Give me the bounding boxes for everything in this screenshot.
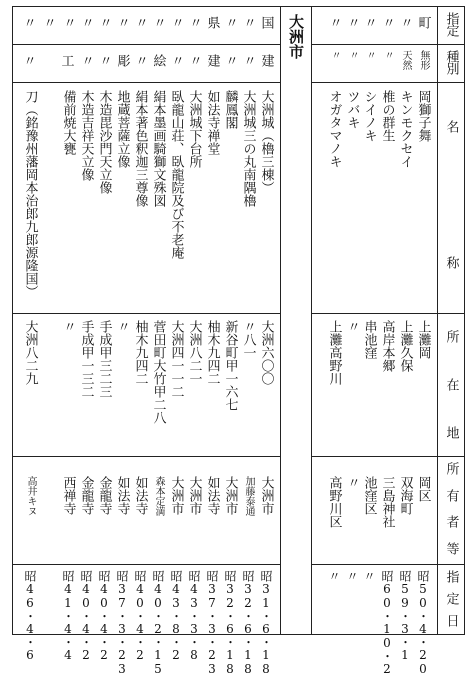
location-cell: 大洲四一一二 xyxy=(168,320,184,398)
owner-cell: 高野川区 xyxy=(326,476,342,528)
designation-cell: 〃 xyxy=(397,16,413,29)
city-title: 大洲市 xyxy=(287,14,305,59)
location-cell: 上灘久保 xyxy=(397,320,413,372)
location-cell: 大洲八二一 xyxy=(186,320,202,385)
location-cell: 手成甲三二三 xyxy=(96,320,112,398)
center-divider-left xyxy=(280,6,281,634)
date-cell: 昭50・4・20 xyxy=(416,570,430,676)
name-cell: 木造吉祥天立像 xyxy=(78,90,94,181)
type-cell: 〃 xyxy=(347,50,358,60)
type-cell: 〃 xyxy=(20,54,36,67)
type-cell: 建 xyxy=(204,54,220,67)
table-border-right xyxy=(464,6,465,634)
name-cell: 臥龍山荘、臥龍院及び不老庵 xyxy=(168,90,184,259)
location-cell: 柚木九四二 xyxy=(204,320,220,385)
date-cell: 昭40・4・2 xyxy=(133,570,147,662)
name-cell: 備前焼大甕 xyxy=(60,90,76,155)
header-location: 所 xyxy=(443,330,459,343)
band-sep-5-right xyxy=(311,564,465,565)
designation-cell: 〃 xyxy=(40,16,56,29)
owner-cell: 金龍寺 xyxy=(78,476,94,515)
designation-cell: 〃 xyxy=(78,16,94,29)
type-cell: 〃 xyxy=(382,50,393,60)
type-cell: 天然 xyxy=(400,50,411,70)
designation-cell: 〃 xyxy=(361,16,377,29)
header-name: 称 xyxy=(443,256,459,269)
name-cell: 絹本著色釈迦三尊像 xyxy=(132,90,148,207)
designation-cell: 〃 xyxy=(344,16,360,29)
name-cell: 如法寺禅堂 xyxy=(204,90,220,155)
date-cell: 昭32・6・18 xyxy=(223,570,237,676)
band-sep-3-right xyxy=(311,313,465,314)
designation-cell: 〃 xyxy=(96,16,112,29)
location-cell: 高岸本郷 xyxy=(379,320,395,372)
owner-cell: 〃 xyxy=(344,476,360,489)
header-location: 地 xyxy=(443,426,459,439)
designation-cell: 〃 xyxy=(114,16,130,29)
name-cell: ツバキ xyxy=(344,90,360,129)
name-cell: オガタマノキ xyxy=(326,90,342,168)
type-cell: 〃 xyxy=(240,54,256,67)
type-cell: 建 xyxy=(258,54,274,67)
band-sep-2-right xyxy=(311,82,465,83)
band-sep-5-left xyxy=(12,564,280,565)
header-date: 日 xyxy=(443,614,459,627)
name-cell: 麟鳳閣 xyxy=(222,90,238,129)
location-cell: 〃 xyxy=(114,320,130,333)
designation-cell: 〃 xyxy=(150,16,166,29)
designation-cell: 〃 xyxy=(60,16,76,29)
owner-cell: 加藤泰通 xyxy=(243,476,254,516)
type-cell: 〃 xyxy=(329,50,340,60)
date-cell: 昭40・4・2 xyxy=(79,570,93,662)
header-location: 在 xyxy=(443,378,459,391)
date-cell: 昭43・3・8 xyxy=(187,570,201,662)
designation-cell: 町 xyxy=(415,16,431,29)
designation-cell: 県 xyxy=(204,16,220,29)
date-cell: 昭60・10・2 xyxy=(380,570,394,676)
name-cell: 地蔵菩薩立像 xyxy=(114,90,130,168)
name-cell: 刀（銘豫州藩岡本治郎九郎源隆国） xyxy=(22,90,38,298)
type-cell: 〃 xyxy=(364,50,375,60)
owner-cell: 金龍寺 xyxy=(96,476,112,515)
type-cell: 〃 xyxy=(186,54,202,67)
band-sep-4-right xyxy=(311,456,465,457)
type-cell: 〃 xyxy=(96,54,112,67)
location-cell: 大洲六〇〇 xyxy=(258,320,274,385)
type-cell: 絵 xyxy=(150,54,166,67)
location-cell: 柚木九四二 xyxy=(132,320,148,385)
date-cell: 昭31・6・18 xyxy=(259,570,273,676)
header-owner: 所 xyxy=(443,462,459,475)
center-divider-right xyxy=(311,6,312,634)
designation-cell: 〃 xyxy=(132,16,148,29)
designation-cell: 国 xyxy=(258,16,274,29)
header-date: 指 xyxy=(443,570,459,583)
header-owner: 等 xyxy=(443,542,459,555)
type-cell: 工 xyxy=(58,54,74,67)
designation-cell: 〃 xyxy=(20,16,36,29)
designation-cell: 〃 xyxy=(326,16,342,29)
owner-cell: 如法寺 xyxy=(132,476,148,515)
date-cell: 昭40・4・2 xyxy=(97,570,111,662)
owner-cell: 双海町 xyxy=(397,476,413,515)
date-cell: 昭43・8・2 xyxy=(169,570,183,662)
designation-cell: 〃 xyxy=(186,16,202,29)
location-cell: 大洲八二九 xyxy=(22,320,38,385)
owner-cell: 如法寺 xyxy=(114,476,130,515)
header-owner: 有 xyxy=(443,488,459,502)
location-cell: 〃 xyxy=(344,320,360,333)
date-cell: 〃 xyxy=(345,570,359,582)
location-cell: 串池窪 xyxy=(361,320,377,359)
location-cell: 〃八一 xyxy=(240,320,256,359)
owner-cell: 西禅寺 xyxy=(60,476,76,515)
owner-cell: 大洲市 xyxy=(186,476,202,515)
location-cell: 手成甲一三二 xyxy=(78,320,94,398)
designation-cell: 〃 xyxy=(379,16,395,29)
owner-cell: 大洲市 xyxy=(258,476,274,515)
owner-cell: 大洲市 xyxy=(168,476,184,515)
date-cell: 昭37・3・23 xyxy=(115,570,129,676)
designation-cell: 〃 xyxy=(240,16,256,29)
name-cell: キンモクセイ xyxy=(397,90,413,168)
name-cell: 椎の群生 xyxy=(379,90,395,142)
type-cell: 〃 xyxy=(222,54,238,67)
header-date: 定 xyxy=(443,592,459,605)
band-sep-3-left xyxy=(12,313,280,314)
type-cell: 彫 xyxy=(114,54,130,67)
owner-cell: 大洲市 xyxy=(222,476,238,515)
header-type: 種 xyxy=(443,50,459,63)
location-cell: 菅田町大竹甲二八 xyxy=(150,320,166,424)
header-name: 名 xyxy=(443,120,459,133)
owner-cell: 高井キヌ xyxy=(25,476,36,516)
name-cell: 大洲城（櫓三棟） xyxy=(258,90,274,194)
owner-cell: 如法寺 xyxy=(204,476,220,515)
header-designation: 指 xyxy=(443,12,459,25)
type-cell: 無形 xyxy=(418,50,429,70)
date-cell: 昭32・6・18 xyxy=(241,570,255,676)
table-border-top xyxy=(12,6,465,7)
owner-cell: 岡区 xyxy=(415,476,431,502)
location-cell: 新谷町甲一六七 xyxy=(222,320,238,411)
header-designation: 定 xyxy=(443,24,459,37)
date-cell: 昭46・4・6 xyxy=(23,570,37,662)
name-cell: 絹本墨画騎獅文殊図 xyxy=(150,90,166,207)
table-border-left xyxy=(12,6,13,634)
location-cell: 上灘岡 xyxy=(415,320,431,359)
name-cell: シイノキ xyxy=(361,90,377,142)
date-cell: 昭37・3・23 xyxy=(205,570,219,676)
designation-cell: 〃 xyxy=(168,16,184,29)
owner-cell: 池窪区 xyxy=(361,476,377,515)
designation-cell: 〃 xyxy=(222,16,238,29)
band-sep-4-left xyxy=(12,456,280,457)
type-cell: 〃 xyxy=(132,54,148,67)
header-owner: 者 xyxy=(443,515,459,529)
owner-cell: 森本定満 xyxy=(153,476,164,516)
date-cell: 昭41・4・4 xyxy=(61,570,75,662)
header-column-divider xyxy=(437,6,438,634)
band-sep-1-left xyxy=(12,44,280,45)
date-cell: 〃 xyxy=(362,570,376,582)
type-cell: 〃 xyxy=(168,54,184,67)
date-cell: 昭59・3・1 xyxy=(398,570,412,662)
name-cell: 大洲城三の丸南隅櫓 xyxy=(240,90,256,207)
date-cell: 昭40・2・15 xyxy=(151,570,165,676)
type-cell: 〃 xyxy=(78,54,94,67)
name-cell: 岡獅子舞 xyxy=(415,90,431,142)
band-sep-1-right xyxy=(311,44,465,45)
location-cell: 上灘高野川 xyxy=(326,320,342,385)
header-type: 別 xyxy=(443,62,459,75)
name-cell: 木造毘沙門天立像 xyxy=(96,90,112,194)
owner-cell: 三島神社 xyxy=(379,476,395,528)
date-cell: 〃 xyxy=(327,570,341,582)
band-sep-2-left xyxy=(12,82,280,83)
location-cell: 〃 xyxy=(60,320,76,333)
name-cell: 大洲城下台所 xyxy=(186,90,202,168)
